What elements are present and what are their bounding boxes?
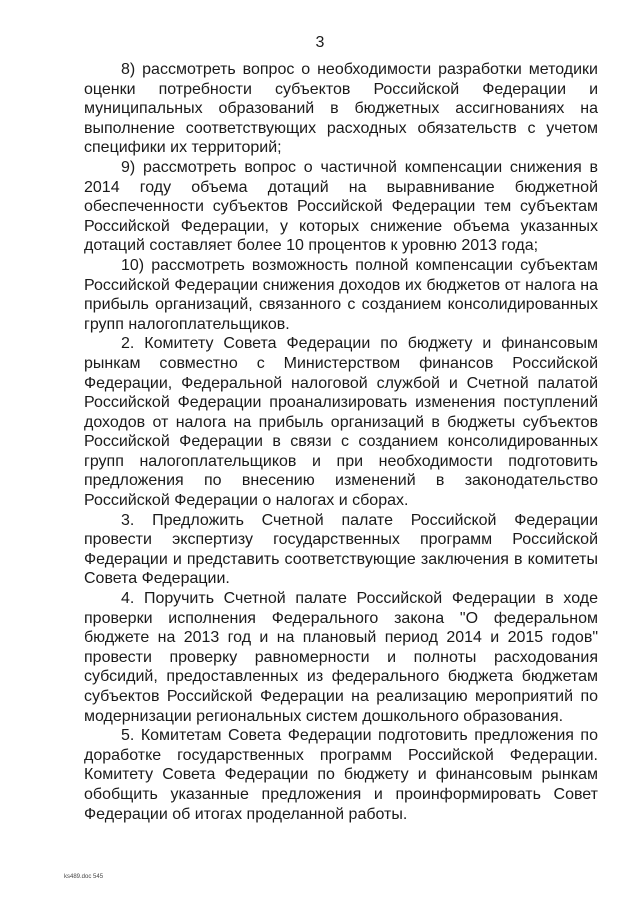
paragraph-item-10: 10) рассмотреть возможность полной компенсации субъектам Российской Федерации снижения доходов их бюджетов от налога на прибыль организаций, связанного с созданием консолидированных групп налогоплательщиков. [84,256,598,333]
paragraph-point-3: 3. Предложить Счетной палате Российской Федерации провести экспертизу государственных программ Российской Федерации и представить соответствующие заключения в комитеты Совета Федерации. [84,511,598,588]
paragraph-point-4: 4. Поручить Счетной палате Российской Федерации в ходе проверки исполнения Федерального закона "О федеральном бюджете на 2013 год и на плановый период 2014 и 2015 годов" провести проверку равномерности и полноты расходования субсидий, предоставленных из федерального бюджета бюджетам субъектов Российской Федерации на реализацию мероприятий по модернизации региональных систем дошкольного образования. [84,590,598,725]
paragraph-item-9: 9) рассмотреть вопрос о частичной компенсации снижения в 2014 году объема дотаций на выравнивание бюджетной обеспеченности субъектов Российской Федерации тем субъектам Российской Федерации, у которых снижение объема указанных дотаций составляет более 10 процентов к уровню 2013 года; [84,158,598,255]
paragraph-point-2: 2. Комитету Совета Федерации по бюджету и финансовым рынкам совместно с Министерством финансов Российской Федерации, Федеральной налоговой службой и Счетной палатой Российской Федерации проанализировать изменения поступлений доходов от налога на прибыль организаций в бюджеты субъектов Российской Федерации в связи с созданием консолидированных групп налогоплательщиков и при необходимости подготовить предложения по внесению изменений в законодательство Российской Федерации о налогах и сборах. [84,335,598,510]
footer-file-code: ks489.doc 545 [64,874,104,880]
paragraph-item-8: 8) рассмотреть вопрос о необходимости разработки методики оценки потребности субъектов Российской Федерации и муниципальных образований в бюджетных ассигнованиях на выполнение соответствующих расходных обязательств с учетом специфики их территорий; [84,61,598,157]
document-body [84,60,598,824]
page-number: 3 [315,34,325,51]
paragraph-point-5: 5. Комитетам Совета Федерации подготовить предложения по доработке государственных программ Российской Федерации. Комитету Совета Федерации по бюджету и финансовым рынкам обобщить указанные предложения и проинформировать Совет Федерации об итогах проделанной работы. [84,727,598,823]
